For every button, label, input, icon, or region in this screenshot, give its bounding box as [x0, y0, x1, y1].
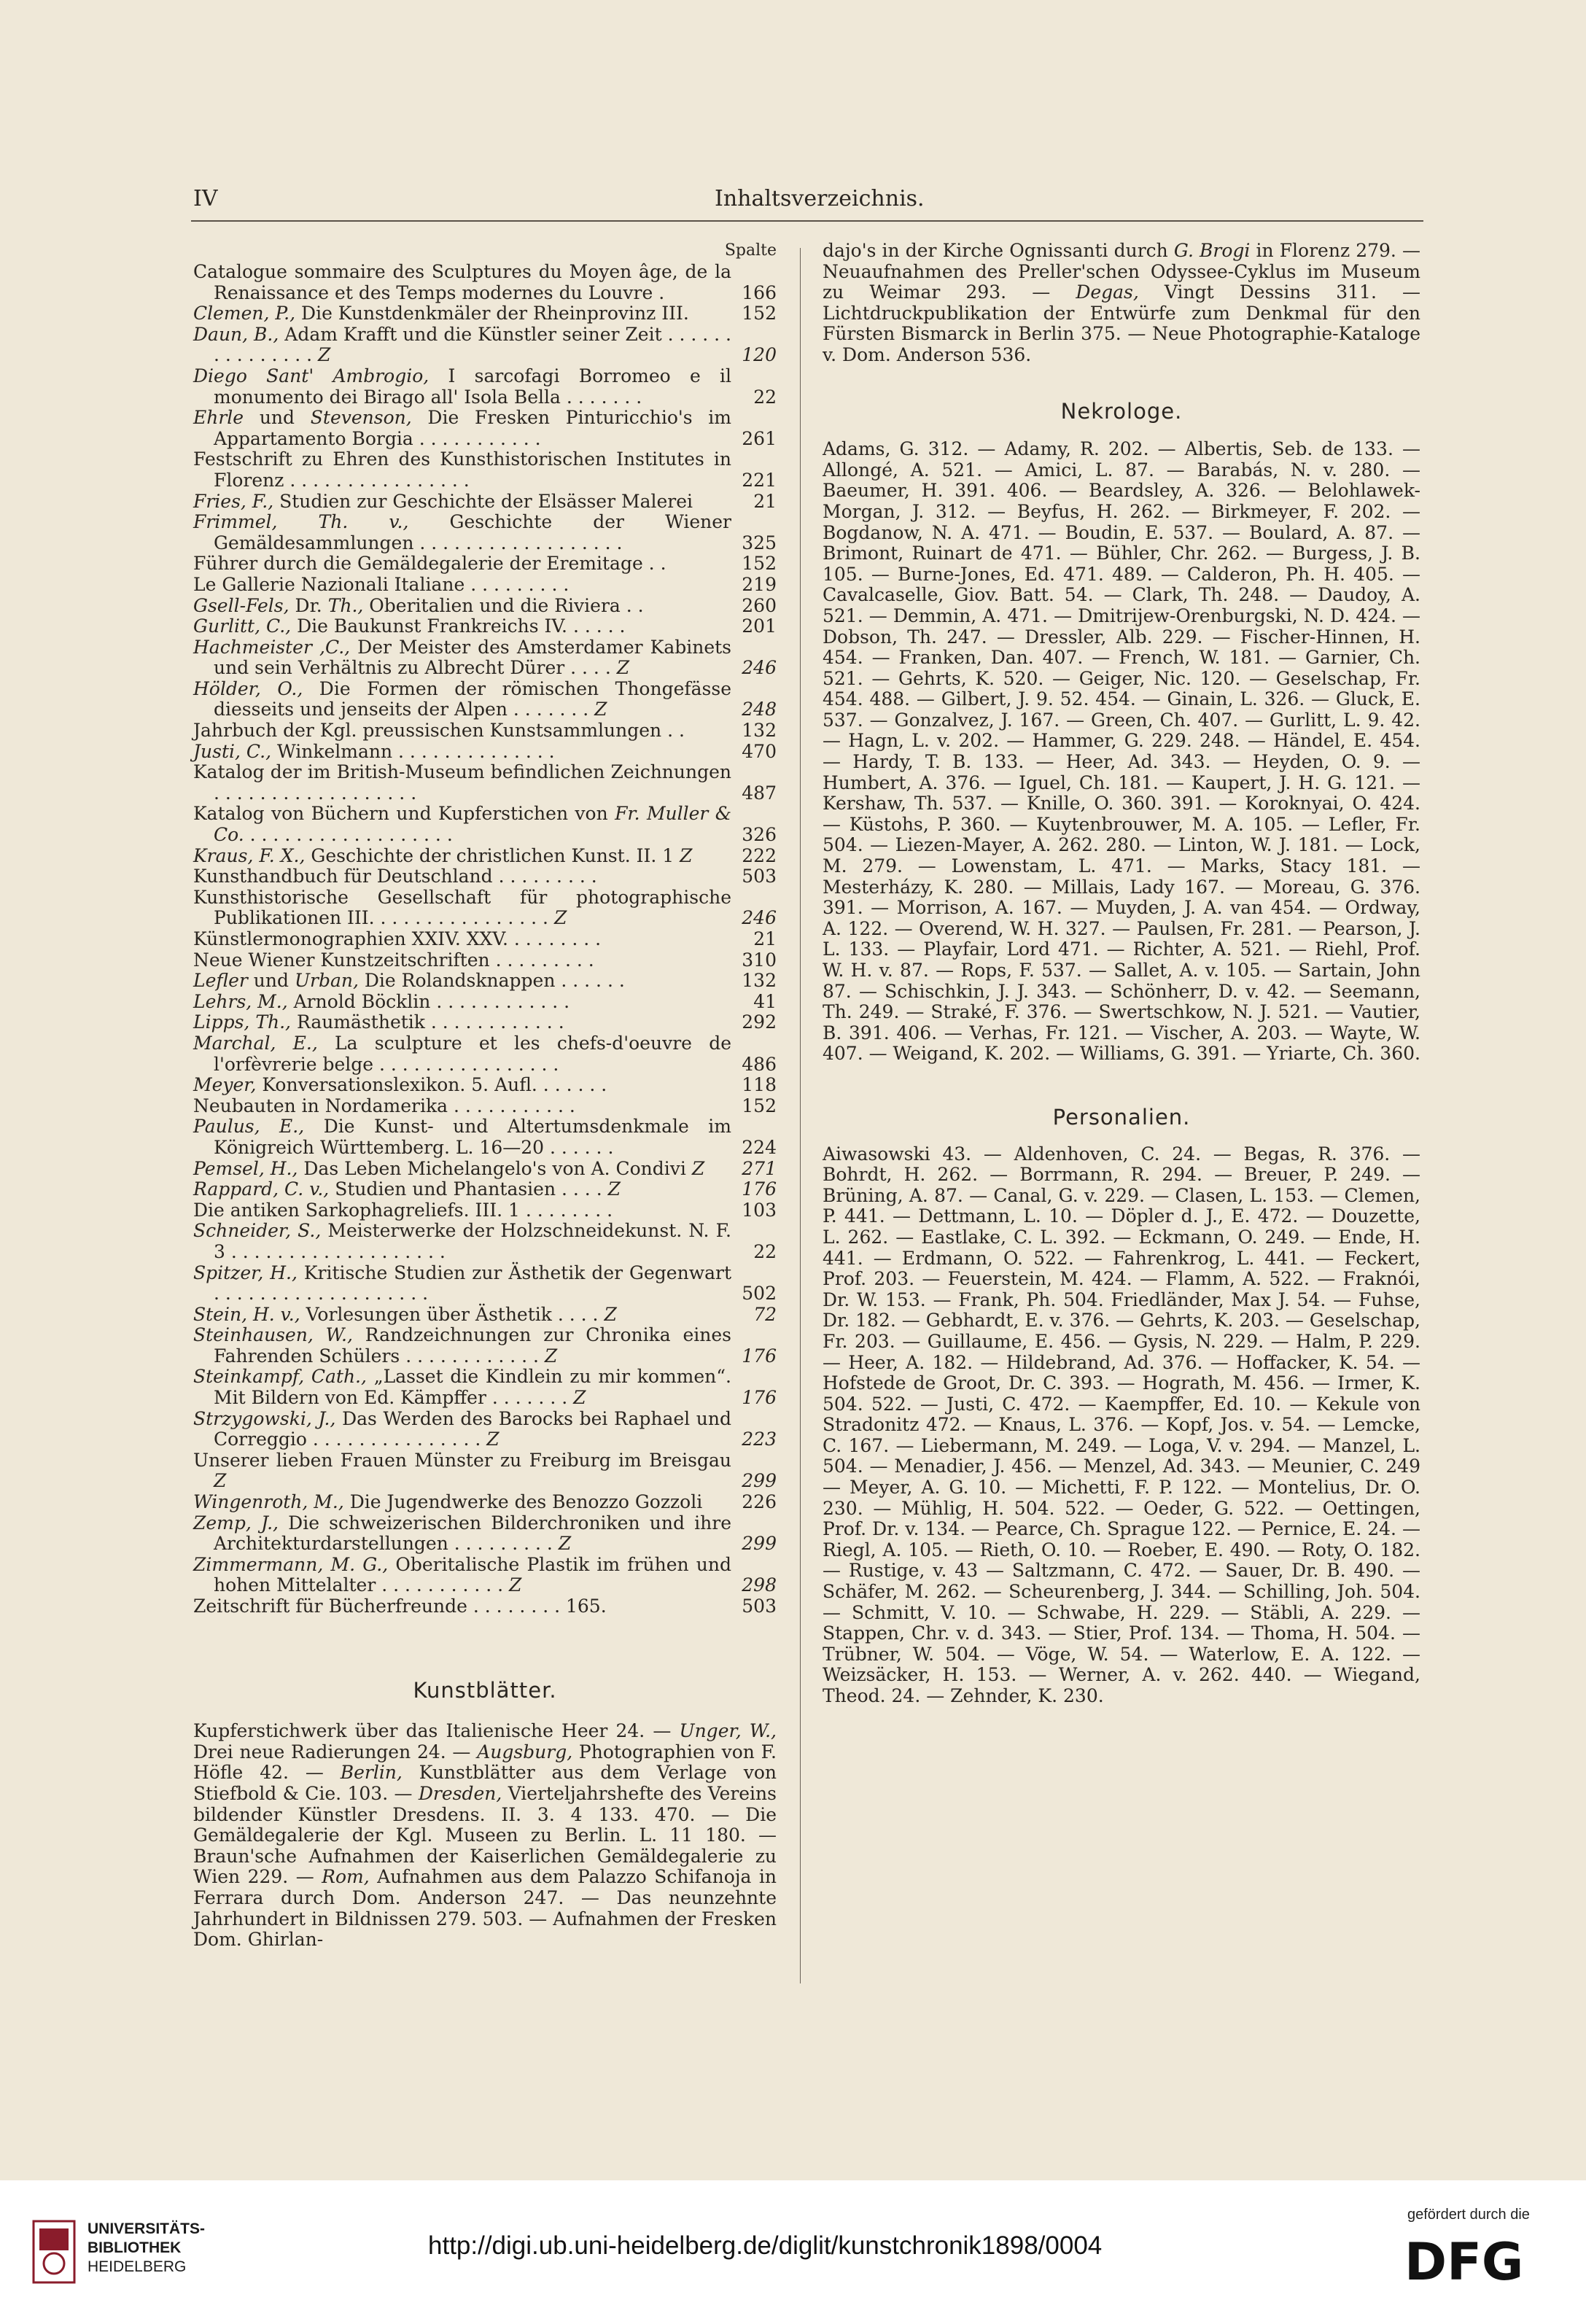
- index-entry: [193, 866, 777, 887]
- index-entry-column-number: 261: [742, 427, 777, 449]
- index-entry-column-number: 120: [742, 344, 777, 366]
- index-entry-title: Rappard, C. v., Studien und Phantasien . . . . Z: [193, 1178, 621, 1200]
- index-entry: [193, 1200, 777, 1221]
- index-entry: [193, 1263, 777, 1305]
- index-entry: [193, 742, 777, 763]
- index-entry: [193, 596, 777, 617]
- index-entry-column-number: 166: [742, 281, 777, 303]
- index-entry: [193, 992, 777, 1013]
- index-entry-column-number: 248: [742, 699, 777, 720]
- index-entry: [193, 804, 777, 845]
- index-entry: [193, 1096, 777, 1117]
- index-entry: [193, 324, 777, 366]
- university-library-name: UNIVERSITÄTS- BIBLIOTHEK HEIDELBERG: [88, 2220, 206, 2275]
- column-divider: [800, 248, 801, 1983]
- index-entry-column-number: 325: [742, 532, 777, 553]
- svg-text:DFG: DFG: [1404, 2236, 1524, 2284]
- index-entry-title: Zimmermann, M. G., Oberitalische Plastik im frühen und hohen Mittelalter . . . . . . . . . . . Z: [193, 1553, 731, 1596]
- index-entry-column-number: 223: [742, 1429, 777, 1450]
- header-title: Inhaltsverzeichnis.: [715, 186, 925, 211]
- index-entry: [193, 1033, 777, 1075]
- index-entry-column-number: 503: [742, 1596, 777, 1617]
- index-entry-column-number: 487: [742, 782, 777, 804]
- index-entry-column-number: 132: [742, 970, 777, 992]
- index-entry-column-number: 201: [742, 615, 777, 637]
- index-entry-title: Catalogue sommaire des Sculptures du Moyen âge, de la Renaissance et des Temps modernes du Louvre .: [193, 261, 731, 303]
- index-entry-title: Justi, C., Winkelmann . . . . . . . . . . . . . .: [193, 740, 555, 762]
- index-entry-title: Führer durch die Gemäldegalerie der Eremitage . .: [193, 553, 666, 575]
- index-entry-column-number: 21: [753, 928, 777, 949]
- index-entry: [193, 1159, 777, 1180]
- index-entry-title: Gsell-Fels, Dr. Th., Oberitalien und die Riviera . .: [193, 594, 644, 616]
- index-entry-title: Steinkampf, Cath., „Lasset die Kindlein zu mir kommen“. Mit Bildern von Ed. Kämpffer . . . . . . . Z: [193, 1366, 731, 1409]
- index-entry: [193, 262, 777, 303]
- index-entry-column-number: 152: [742, 1095, 777, 1116]
- index-entry-column-number: 299: [742, 1470, 777, 1492]
- section-heading-nekrologe: Nekrologe.: [1060, 398, 1183, 424]
- index-entry-title: Hachmeister ,C., Der Meister des Amsterdamer Kabinets und sein Verhältnis zu Albrecht Dürer . . . . Z: [193, 636, 732, 679]
- index-entry-title: Spitzer, H., Kritische Studien zur Ästhetik der Gegenwart . . . . . . . . . . . . . . . . . . .: [193, 1262, 731, 1305]
- index-entry-column-number: 224: [742, 1136, 777, 1158]
- index-entry: [193, 1409, 777, 1450]
- index-entry-column-number: 176: [742, 1345, 777, 1367]
- header-rule: [191, 220, 1423, 222]
- index-entry-column-number: 298: [742, 1574, 777, 1596]
- index-entry-title: Lipps, Th., Raumästhetik . . . . . . . . . . . .: [193, 1011, 564, 1033]
- index-entry-title: Wingenroth, M., Die Jugendwerke des Benozzo Gozzoli: [193, 1491, 703, 1513]
- index-entry: [193, 1012, 777, 1033]
- index-entry: [193, 720, 777, 742]
- index-entry-title: Unserer lieben Frauen Münster zu Freiburg im Breisgau Z: [193, 1449, 731, 1492]
- nekrologe-paragraph: Adams, G. 312. — Adamy, R. 202. — Albertis, Seb. de 133. — Allongé, A. 521. — Amici, L. 87. — Barabás, N. v. 280. — Baeumer, H. 391. 406. — Beardsley, A. 326. — Belohlawek-Morgan, J. 312. — Beyfus, H. 262. — Birkmeyer, F. 202. — Bogdanow, N. A. 471. — Boudin, E. 537. — Boulard, A. 87. — Brimont, Ruinart de 471. — Bühler, Chr. 262. — Burgess, J. B. 105. — Burne-Jones, Ed. 471. 489. — Calderon, Ph. H. 405. — Cavalcaselle, Giov. Batt. 54. — Clark, Th. 248. — Daudoy, A. 521. — Demmin, A. 471. — Dmitrijew-Orenburgski, N. D. 424. — Dobson, Th. 247. — Dressler, Alb. 229. — Fischer-Hinnen, H. 454. — Franken, Dan. 407. — French, W. 181. — Garnier, Ch. 521. — Gehrts, K. 520. — Geiger, Nic. 120. — Geselschap, Fr. 454. 488. — Gilbert, J. 9. 52. 454. — Ginain, L. 326. — Gluck, E. 537. — Gonzalvez, J. 167. — Green, Ch. 407. — Gurlitt, L. 9. 42. — Hagn, L. v. 202. — Hammer, G. 229. 248. — Händel, E. 454. — Hardy, T. B. 133. — Heer, Ad. 343. — Heyden, O. 9. — Humbert, A. 376. — Iguel, Ch. 181. — Kaupert, J. H. G. 121. — Kershaw, Th. 537. — Knille, O. 360. 391. — Koroknyai, O. 424. — Küstohs, P. 360. — Kuytenbrouwer, M. A. 105. — Lefler, Fr. 504. — Liezen-Mayer, A. 262. 280. — Linton, W. J. 181. — Lock, M. 279. — Lowenstam, L. 471. — Marks, Stacy 181. — Mesterházy, K. 280. — Millais, Lady 167. — Moreau, G. 376. 391. — Morrison, A. 167. — Muyden, J. A. van 454. — Ordway, A. 122. — Overend, W. H. 327. — Paulsen, Fr. 281. — Pearson, J. L. 133. — Playfair, Lord 471. — Richter, A. 521. — Riehl, Prof. W. H. v. 87. — Rops, F. 537. — Sallet, A. v. 105. — Sartain, John 87. — Schischkin, J. J. 343. — Schönherr, D. v. 42. — Seemann, Th. 249. — Straké, F. 376. — Swertschkow, N. J. 521. — Vautier, B. 391. 406. — Verhas, Fr. 121. — Vischer, A. 203. — Wayte, W. 407. — Weigand, K. 202. — Williams, G. 391. — Yriarte, Ch. 360.: [823, 438, 1420, 1065]
- index-entry-column-number: 503: [742, 866, 777, 887]
- index-entry-title: Zeitschrift für Bücherfreunde . . . . . . . . 165.: [193, 1596, 607, 1617]
- index-entry: [193, 1596, 777, 1617]
- index-entry: [193, 408, 777, 449]
- index-entry: [193, 1179, 777, 1200]
- index-entry-column-number: 326: [742, 824, 777, 846]
- index-entry-column-number: 22: [753, 1240, 777, 1262]
- section-heading-personalien: Personalien.: [1052, 1104, 1191, 1130]
- index-entry-column-number: 21: [753, 490, 777, 512]
- footer-bar: [0, 2180, 1586, 2324]
- personalien-paragraph: Aiwasowski 43. — Aldenhoven, C. 24. — Begas, R. 376. — Bohrdt, H. 262. — Borrmann, R. 294. — Breuer, P. 249. — Brüning, A. 87. — Canal, G. v. 229. — Clasen, L. 153. — Clemen, P. 441. — Dettmann, L. 10. — Döpler d. J., E. 472. — Douzette, L. 262. — Eastlake, C. L. 392. — Eckmann, O. 249. — Ende, H. 441. — Erdmann, O. 522. — Fahrenkrog, L. 441. — Feckert, Prof. 203. — Feuerstein, M. 424. — Flamm, A. 522. — Fraknói, Dr. W. 153. — Frank, Ph. 504. Friedländer, Max J. 54. — Fuhse, Dr. 182. — Gebhardt, E. v. 376. — Gehrts, K. 203. — Geselschap, Fr. 203. — Guillaume, E. 456. — Gysis, N. 229. — Halm, P. 229. — Heer, A. 182. — Hildebrand, Ad. 376. — Hoffacker, K. 54. — Hofstede de Groot, Dr. C. 393. — Hograth, M. 456. — Irmer, K. 504. 522. — Justi, C. 472. — Kaempffer, Ed. 10. — Kekule von Stradonitz 472. — Knaus, L. 376. — Kopf, Jos. v. 54. — Lemcke, C. 167. — Liebermann, M. 249. — Loga, V. v. 294. — Manzel, L. 504. — Menadier, J. 456. — Menzel, Ad. 343. — Meunier, C. 249 — Meyer, A. G. 10. — Michetti, F. P. 122. — Montelius, Dr. O. 230. — Mühlig, H. 504. 522. — Oeder, G. 522. — Oettingen, Prof. Dr. v. 134. — Pearce, Ch. Sprague 122. — Pernice, E. 24. — Riegl, A. 105. — Rieth, O. 10. — Roeber, E. 490. — Roty, O. 182. — Rustige, v. 43 — Saltzmann, C. 472. — Sauer, Dr. B. 490. — Schäfer, M. 262. — Scheurenberg, J. 344. — Schilling, Joh. 504. — Schmitt, V. 10. — Schwabe, H. 229. — Stäbli, A. 229. — Stappen, Chr. v. d. 343. — Stier, Prof. 134. — Thoma, H. 504. — Trübner, W. 504. — Vöge, W. 54. — Waterlow, E. A. 122. — Weizsäcker, H. 153. — Werner, A. v. 262. 440. — Wiegand, Theod. 24. — Zehnder, K. 230.: [823, 1143, 1421, 1706]
- index-entry: [193, 616, 777, 637]
- index-entry: [193, 1367, 777, 1408]
- index-entry-column-number: 72: [753, 1303, 777, 1325]
- index-entry-title: Lefler und Urban, Die Rolandsknappen . . . . . .: [193, 970, 625, 992]
- index-entry: [193, 512, 777, 553]
- index-entry: [193, 1116, 777, 1158]
- index-entry-column-number: 299: [742, 1533, 777, 1555]
- index-entry-column-number: 310: [742, 949, 777, 971]
- index-entry-column-number: 176: [742, 1387, 777, 1409]
- index-entry-title: Clemen, P., Die Kunstdenkmäler der Rheinprovinz III.: [193, 303, 689, 324]
- index-entry-title: Strzygowski, J., Das Werden des Barocks bei Raphael und Correggio . . . . . . . . . . . . . . . Z: [193, 1407, 731, 1450]
- index-entry-column-number: 226: [742, 1491, 777, 1513]
- index-entry-column-number: 222: [742, 844, 777, 866]
- index-entry-title: Zemp, J., Die schweizerischen Bilderchroniken und ihre Architekturdarstellungen . . . . . . . . . Z: [193, 1512, 731, 1555]
- index-entry: [193, 971, 777, 992]
- index-entry-title: Diego Sant' Ambrogio, I sarcofagi Borromeo e il monumento dei Birago all' Isola Bella . . . . . . .: [193, 365, 731, 408]
- left-column: [193, 241, 777, 1951]
- index-entry-column-number: 260: [742, 594, 777, 616]
- index-entry: [193, 929, 777, 950]
- running-header: [0, 186, 1586, 215]
- index-entry: [193, 1555, 777, 1596]
- index-entry-column-number: 103: [742, 1199, 777, 1221]
- index-entry: [193, 1221, 777, 1262]
- index-entry-title: Schneider, S., Meisterwerke der Holzschneidekunst. N. F. 3 . . . . . . . . . . . . . . . . . . .: [193, 1220, 731, 1262]
- index-entry-column-number: 219: [742, 573, 777, 595]
- index-entry-title: Jahrbuch der Kgl. preussischen Kunstsammlungen . .: [193, 720, 685, 742]
- index-entry: [193, 887, 777, 929]
- index-entry: [193, 491, 777, 513]
- section-heading-kunstblaetter: Kunstblätter.: [413, 1677, 557, 1703]
- index-entry-title: Katalog von Büchern und Kupferstichen von Fr. Muller & Co. . . . . . . . . . . . . . . . . . .: [193, 803, 731, 846]
- index-entry-title: Pemsel, H., Das Leben Michelangelo's von A. Condivi Z: [193, 1157, 705, 1179]
- index-entry-title: Frimmel, Th. v., Geschichte der Wiener Gemäldesammlungen . . . . . . . . . . . . . . . . . .: [193, 511, 732, 553]
- right-column: [823, 241, 1420, 1707]
- index-entry: [193, 1492, 777, 1513]
- index-entry-column-number: 292: [742, 1011, 777, 1033]
- index-entry: [193, 303, 777, 324]
- index-entry-title: Lehrs, M., Arnold Böcklin . . . . . . . . . . . .: [193, 990, 570, 1012]
- index-entry-column-number: 118: [742, 1074, 777, 1096]
- index-entry-title: Kunsthandbuch für Deutschland . . . . . . . . .: [193, 866, 597, 887]
- index-entry-column-number: 502: [742, 1283, 777, 1305]
- index-entry-title: Steinhausen, W., Randzeichnungen zur Chronika eines Fahrenden Schülers . . . . . . . . . . . . Z: [193, 1324, 731, 1367]
- index-entry-title: Neubauten in Nordamerika . . . . . . . . . . .: [193, 1095, 575, 1116]
- index-entry: [193, 846, 777, 867]
- index-entry-column-number: 152: [742, 553, 777, 575]
- index-entry-title: Ehrle und Stevenson, Die Fresken Pinturicchio's im Appartamento Borgia . . . . . . . . . . .: [193, 407, 732, 449]
- index-entry-column-number: 221: [742, 469, 777, 491]
- index-entry-column-number: 22: [753, 386, 777, 408]
- kunstblaetter-paragraph: Kupferstichwerk über das Italienische Heer 24. — Unger, W., Drei neue Radierungen 24. — Augsburg, Photographien von F. Höfle 42. — Berlin, Kunstblätter aus dem Verlage von Stiefbold & Cie. 103. — Dresden, Vierteljahrshefte des Vereins bildender Künstler Dresdens. II. 3. 4 133. 470. — Die Gemäldegalerie der Kgl. Museen zu Berlin. L. 11 180. — Braun'sche Aufnahmen der Kaiserlichen Gemäldegalerie zu Wien 229. — Rom, Aufnahmen aus dem Palazzo Schifanoja in Ferrara durch Dom. Anderson 247. — Das neunzehnte Jahrhundert in Bildnissen 279. 503. — Aufnahmen der Fresken Dom. Ghirlan-: [193, 1720, 777, 1951]
- column-label: Spalte: [724, 241, 777, 260]
- index-entry: [193, 762, 777, 804]
- index-entry-column-number: 246: [742, 657, 777, 679]
- index-entry: [193, 637, 777, 679]
- index-entry: [193, 679, 777, 720]
- index-entry: [193, 1450, 777, 1492]
- index-entry-title: Hölder, O., Die Formen der römischen Thongefässe diesseits und jenseits der Alpen . . . . . . . Z: [193, 677, 731, 720]
- index-entry: [193, 1075, 777, 1096]
- page-number: IV: [193, 186, 218, 211]
- index-entry-title: Neue Wiener Kunstzeitschriften . . . . . . . . .: [193, 949, 594, 971]
- index-entry-column-number: 132: [742, 720, 777, 742]
- funded-by-label: gefördert durch die: [1407, 2207, 1530, 2223]
- index-entry-column-number: 246: [742, 907, 777, 929]
- index-entry-title: Die antiken Sarkophagreliefs. III. 1 . . . . . . . .: [193, 1199, 613, 1221]
- index-entry-title: Festschrift zu Ehren des Kunsthistorischen Institutes in Florenz . . . . . . . . . . . . . . . .: [193, 448, 731, 491]
- index-entry-title: Künstlermonographien XXIV. XXV. . . . . . . . .: [193, 928, 602, 949]
- index-entry: [193, 1325, 777, 1367]
- index-entry: [193, 1513, 777, 1555]
- index-entry: [193, 553, 777, 575]
- permalink-url[interactable]: http://digi.ub.uni-heidelberg.de/diglit/kunstchronik1898/0004: [428, 2231, 1103, 2260]
- index-entry: [193, 1305, 777, 1326]
- continued-paragraph: dajo's in der Kirche Ognissanti durch G. Brogi in Florenz 279. — Neuaufnahmen des Preller'schen Odyssee-Cyklus im Museum zu Weimar 293. — Degas, Vingt Dessins 311. — Lichtdruckpublikation der Entwürfe zum Denkmal für den Fürsten Bismarck in Berlin 375. — Neue Photographie-Kataloge v. Dom. Anderson 536.: [823, 240, 1420, 365]
- index-entry-column-number: 271: [742, 1157, 777, 1179]
- index-entry-title: Le Gallerie Nazionali Italiane . . . . . . . . .: [193, 573, 570, 595]
- index-entry-title: Fries, F., Studien zur Geschichte der Elsässer Malerei: [193, 490, 693, 512]
- index-entry-list: [193, 262, 777, 1617]
- index-entry: [193, 950, 777, 971]
- index-entry-column-number: 176: [742, 1178, 777, 1200]
- index-entry-column-number: 41: [753, 990, 777, 1012]
- index-entry: [193, 449, 777, 491]
- index-entry-title: Kraus, F. X., Geschichte der christlichen Kunst. II. 1 Z: [193, 844, 693, 866]
- dfg-logo-icon: [1404, 2236, 1550, 2284]
- university-seal-icon: [31, 2218, 77, 2285]
- index-entry-column-number: 486: [742, 1053, 777, 1075]
- index-entry-column-number: 152: [742, 303, 777, 324]
- index-entry-column-number: 470: [742, 740, 777, 762]
- index-entry-title: Marchal, E., La sculpture et les chefs-d'oeuvre de l'orfèvrerie belge . . . . . . . . . . . . . . . .: [193, 1032, 731, 1075]
- index-entry-title: Paulus, E., Die Kunst- und Altertumsdenkmale im Königreich Württemberg. L. 16—20 . . . . . .: [193, 1116, 732, 1158]
- index-entry-title: Katalog der im British-Museum befindlichen Zeichnungen . . . . . . . . . . . . . . . . . .: [193, 761, 731, 804]
- index-entry-title: Gurlitt, C., Die Baukunst Frankreichs IV. . . . . .: [193, 615, 626, 637]
- index-entry: [193, 366, 777, 408]
- index-entry-title: Meyer, Konversationslexikon. 5. Aufl. . . . . . .: [193, 1074, 607, 1096]
- index-entry-title: Kunsthistorische Gesellschaft für photographische Publikationen III. . . . . . . . . . . . . . . . Z: [193, 886, 731, 929]
- index-entry: [193, 575, 777, 596]
- index-entry-title: Stein, H. v., Vorlesungen über Ästhetik . . . . Z: [193, 1303, 617, 1325]
- index-entry-title: Daun, B., Adam Krafft und die Künstler seiner Zeit . . . . . . . . . . . . . . . Z: [193, 323, 732, 366]
